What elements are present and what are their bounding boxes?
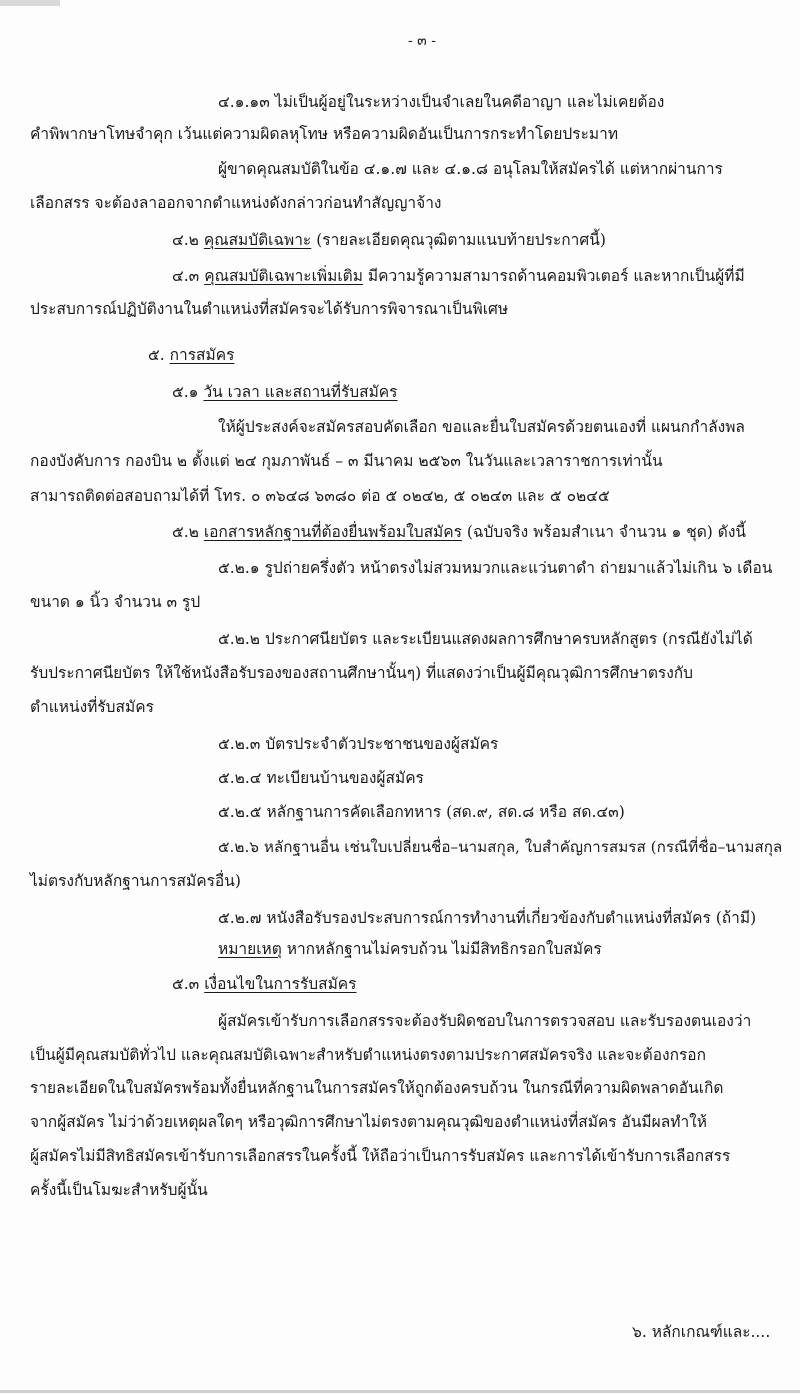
scan-bottom-edge — [0, 1390, 800, 1393]
exemption-line1: ผู้ขาดคุณสมบัติในข้อ ๔.๑.๗ และ ๔.๑.๘ อนุโลมให้สมัครได้ แต่หากผ่านการ — [218, 160, 723, 178]
note-label: หมายเหตุ — [218, 940, 282, 958]
item-5-1-line3: สามารถติดต่อสอบถามได้ที่ โทร. ๐ ๓๖๔๘ ๖๓๘๐ ต่อ ๕ ๐๒๔๒, ๕ ๐๒๔๓ และ ๕ ๐๒๔๕ — [30, 487, 610, 505]
scan-edge-mark — [0, 0, 60, 6]
item-5-3-title: เงื่อนไขในการรับสมัคร — [204, 975, 357, 993]
section-5-number: ๕. — [148, 346, 165, 364]
item-4-1-13-line2: คำพิพากษาโทษจำคุก เว้นแต่ความผิดลหุโทษ หรือความผิดอันเป็นการกระทำโดยประมาท — [30, 125, 619, 143]
item-5-2-2-line1: ๕.๒.๒ ประกาศนียบัตร และระเบียนแสดงผลการศึกษาครบหลักสูตร (กรณียังไม่ได้ — [218, 630, 753, 648]
item-5-1-title: วัน เวลา และสถานที่รับสมัคร — [203, 383, 398, 401]
exemption-line2: เลือกสรร จะต้องลาออกจากตำแหน่งดังกล่าวก่อนทำสัญญาจ้าง — [30, 194, 442, 212]
item-5-2-title: เอกสารหลักฐานที่ต้องยื่นพร้อมใบสมัคร — [203, 523, 462, 541]
item-5-2-text: (ฉบับจริง พร้อมสำเนา จำนวน ๑ ชุด) ดังนี้ — [466, 523, 746, 541]
item-5-1-line2: กองบังคับการ กองบิน ๒ ตั้งแต่ ๒๔ กุมภาพันธ์ – ๓ มีนาคม ๒๕๖๓ ในวันและเวลาราชการเท่านั้น — [30, 452, 663, 470]
item-5-3-line1: ผู้สมัครเข้ารับการเลือกสรรจะต้องรับผิดชอบในการตรวจสอบ และรับรองตนเองว่า — [218, 1012, 752, 1030]
item-5-2-1-line2: ขนาด ๑ นิ้ว จำนวน ๓ รูป — [30, 593, 201, 611]
note — [218, 937, 602, 961]
item-5-3-number: ๕.๓ — [172, 975, 200, 993]
item-4-2-title: คุณสมบัติเฉพาะ — [203, 231, 312, 249]
note-text: หากหลักฐานไม่ครบถ้วน ไม่มีสิทธิกรอกใบสมัคร — [286, 940, 602, 958]
item-4-3-text: มีความรู้ความสามารถด้านคอมพิวเตอร์ และหากเป็นผู้ที่มี — [367, 267, 745, 285]
page-number: - ๓ - — [408, 33, 436, 49]
item-5-2-5: ๕.๒.๕ หลักฐานการคัดเลือกทหาร (สด.๙, สด.๘ หรือ สด.๔๓) — [218, 803, 625, 821]
item-5-3-line6: ครั้งนี้เป็นโมฆะสำหรับผู้นั้น — [30, 1181, 208, 1199]
item-4-2-text: (รายละเอียดคุณวุฒิตามแนบท้ายประกาศนี้) — [316, 231, 606, 249]
continuation-text: ๖. หลักเกณฑ์และ.... — [632, 1323, 771, 1341]
item-4-3-number: ๔.๓ — [172, 267, 200, 285]
item-4-2 — [172, 228, 606, 252]
section-5-heading — [148, 343, 234, 367]
item-5-2-4: ๕.๒.๔ ทะเบียนบ้านของผู้สมัคร — [218, 769, 424, 787]
item-4-3-line2: ประสบการณ์ปฏิบัติงานในตำแหน่งที่สมัครจะได้รับการพิจารณาเป็นพิเศษ — [30, 300, 509, 318]
item-4-3-title: คุณสมบัติเฉพาะเพิ่มเติม — [204, 267, 363, 285]
item-4-2-number: ๔.๒ — [172, 231, 199, 249]
item-5-3-heading — [172, 972, 356, 996]
item-5-2-7: ๕.๒.๗ หนังสือรับรองประสบการณ์การทำงานที่เกี่ยวข้องกับตำแหน่งที่สมัคร (ถ้ามี) — [218, 909, 757, 927]
section-5-title: การสมัคร — [169, 346, 235, 364]
item-5-2-3: ๕.๒.๓ บัตรประจำตัวประชาชนของผู้สมัคร — [218, 735, 499, 753]
item-4-1-13-line1: ๔.๑.๑๓ ไม่เป็นผู้อยู่ในระหว่างเป็นจำเลยในคดีอาญา และไม่เคยต้อง — [218, 93, 665, 111]
item-4-3 — [172, 264, 745, 288]
item-5-1-number: ๕.๑ — [172, 383, 199, 401]
item-5-1-heading — [172, 380, 398, 404]
item-5-2-number: ๕.๒ — [172, 523, 199, 541]
item-5-2-1-line1: ๕.๒.๑ รูปถ่ายครึ่งตัว หน้าตรงไม่สวมหมวกและแว่นตาดำ ถ่ายมาแล้วไม่เกิน ๖ เดือน — [218, 559, 773, 577]
item-5-2-6-line2: ไม่ตรงกับหลักฐานการสมัครอื่น) — [30, 872, 241, 890]
item-5-2-heading — [172, 520, 746, 544]
item-5-2-2-line2: รับประกาศนียบัตร ให้ใช้หนังสือรับรองของสถานศึกษานั้นๆ) ที่แสดงว่าเป็นผู้มีคุณวุฒิการศึกษาตรงกับ — [30, 664, 693, 682]
item-5-2-6-line1: ๕.๒.๖ หลักฐานอื่น เช่นใบเปลี่ยนชื่อ–นามสกุล, ใบสำคัญการสมรส (กรณีที่ชื่อ–นามสกุล — [218, 838, 783, 856]
item-5-2-2-line3: ตำแหน่งที่รับสมัคร — [30, 698, 154, 716]
item-5-1-line1: ให้ผู้ประสงค์จะสมัครสอบคัดเลือก ขอและยื่นใบสมัครด้วยตนเองที่ แผนกกำลังพล — [218, 418, 745, 436]
item-5-3-line3: รายละเอียดในใบสมัครพร้อมทั้งยื่นหลักฐานในการสมัครให้ถูกต้องครบถ้วน ในกรณีที่ความผิดพลาดอันเกิด — [30, 1079, 724, 1097]
item-5-3-line2: เป็นผู้มีคุณสมบัติทั่วไป และคุณสมบัติเฉพาะสำหรับตำแหน่งตรงตามประกาศสมัครจริง และจะต้องกรอก — [30, 1046, 706, 1064]
item-5-3-line4: จากผู้สมัคร ไม่ว่าด้วยเหตุผลใดๆ หรือวุฒิการศึกษาไม่ตรงตามคุณวุฒิของตำแหน่งที่สมัคร อันมีผลทำให้ — [30, 1113, 707, 1131]
item-5-3-line5: ผู้สมัครไม่มีสิทธิสมัครเข้ารับการเลือกสรรในครั้งนี้ ให้ถือว่าเป็นการรับสมัคร และการได้เข้ารับการเลือกสรร — [30, 1147, 731, 1165]
